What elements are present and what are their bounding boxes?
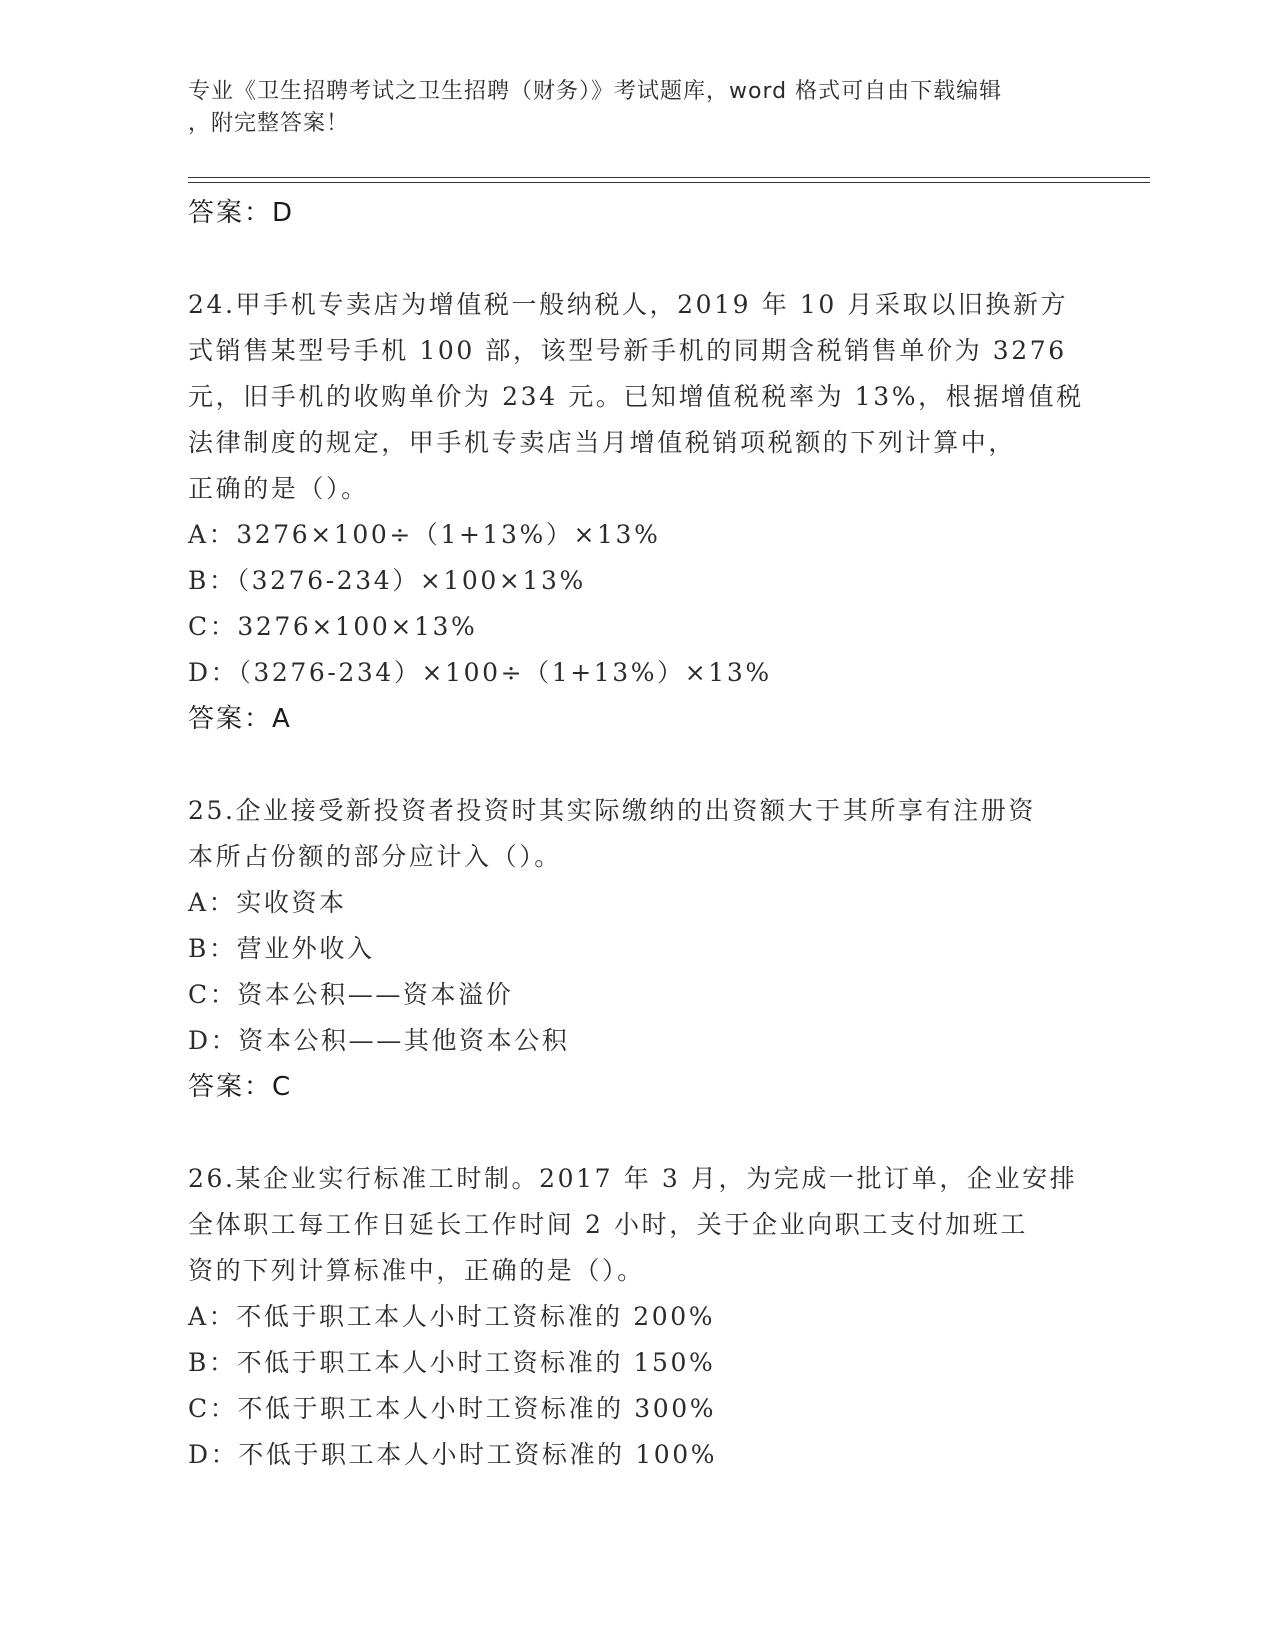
question-24-answer: 答案：A bbox=[188, 704, 292, 734]
page-header bbox=[188, 76, 1068, 140]
question-26-option-d: D：不低于职工本人小时工资标准的 100% bbox=[188, 1440, 718, 1469]
spacer bbox=[188, 236, 1088, 282]
question-24-line-1: 24.甲手机专卖店为增值税一般纳税人，2019 年 10 月采取以旧换新方 bbox=[188, 290, 1069, 319]
spacer bbox=[188, 1110, 1088, 1156]
question-24-line-4: 法律制度的规定，甲手机专卖店当月增值税销项税额的下列计算中， bbox=[188, 428, 1017, 457]
question-25-option-d: D：资本公积——其他资本公积 bbox=[188, 1026, 570, 1055]
question-content bbox=[188, 190, 1088, 1478]
question-24-line-3: 元，旧手机的收购单价为 234 元。已知增值税税率为 13%，根据增值税 bbox=[188, 382, 1084, 411]
question-25 bbox=[188, 788, 1088, 1110]
header-divider-secondary bbox=[188, 182, 1150, 183]
question-26-line-1: 26.某企业实行标准工时制。2017 年 3 月，为完成一批订单，企业安排 bbox=[188, 1164, 1078, 1193]
question-24-option-a: A：3276×100÷（1+13%）×13% bbox=[188, 520, 661, 549]
question-25-line-1: 25.企业接受新投资者投资时其实际缴纳的出资额大于其所享有注册资 bbox=[188, 796, 1036, 825]
header-line-2: ，附完整答案！ bbox=[188, 111, 350, 136]
question-25-answer: 答案：C bbox=[188, 1072, 293, 1102]
question-26-line-3: 资的下列计算标准中，正确的是（）。 bbox=[188, 1256, 645, 1285]
question-26 bbox=[188, 1156, 1088, 1478]
spacer bbox=[188, 742, 1088, 788]
question-24-option-c: C：3276×100×13% bbox=[188, 612, 478, 641]
question-25-option-a: A：实收资本 bbox=[188, 888, 347, 917]
question-24-option-b: B：（3276-234）×100×13% bbox=[188, 566, 586, 595]
header-divider bbox=[188, 177, 1150, 178]
question-24 bbox=[188, 282, 1088, 742]
question-25-line-2: 本所占份额的部分应计入（）。 bbox=[188, 842, 562, 871]
question-26-line-2: 全体职工每工作日延长工作时间 2 小时，关于企业向职工支付加班工 bbox=[188, 1210, 1029, 1239]
header-line-1: 专业《卫生招聘考试之卫生招聘（财务）》考试题库，word 格式可自由下载编辑 bbox=[188, 79, 1003, 104]
question-24-option-d: D：（3276-234）×100÷（1+13%）×13% bbox=[188, 658, 772, 687]
question-24-line-2: 式销售某型号手机 100 部，该型号新手机的同期含税销售单价为 3276 bbox=[188, 336, 1067, 365]
question-24-line-5: 正确的是（）。 bbox=[188, 474, 369, 503]
previous-answer: 答案：D bbox=[188, 198, 295, 228]
question-26-option-b: B：不低于职工本人小时工资标准的 150% bbox=[188, 1348, 716, 1377]
question-25-option-c: C：资本公积——资本溢价 bbox=[188, 980, 514, 1009]
question-26-option-a: A：不低于职工本人小时工资标准的 200% bbox=[188, 1302, 716, 1331]
question-26-option-c: C：不低于职工本人小时工资标准的 300% bbox=[188, 1394, 717, 1423]
question-25-option-b: B：营业外收入 bbox=[188, 934, 375, 963]
